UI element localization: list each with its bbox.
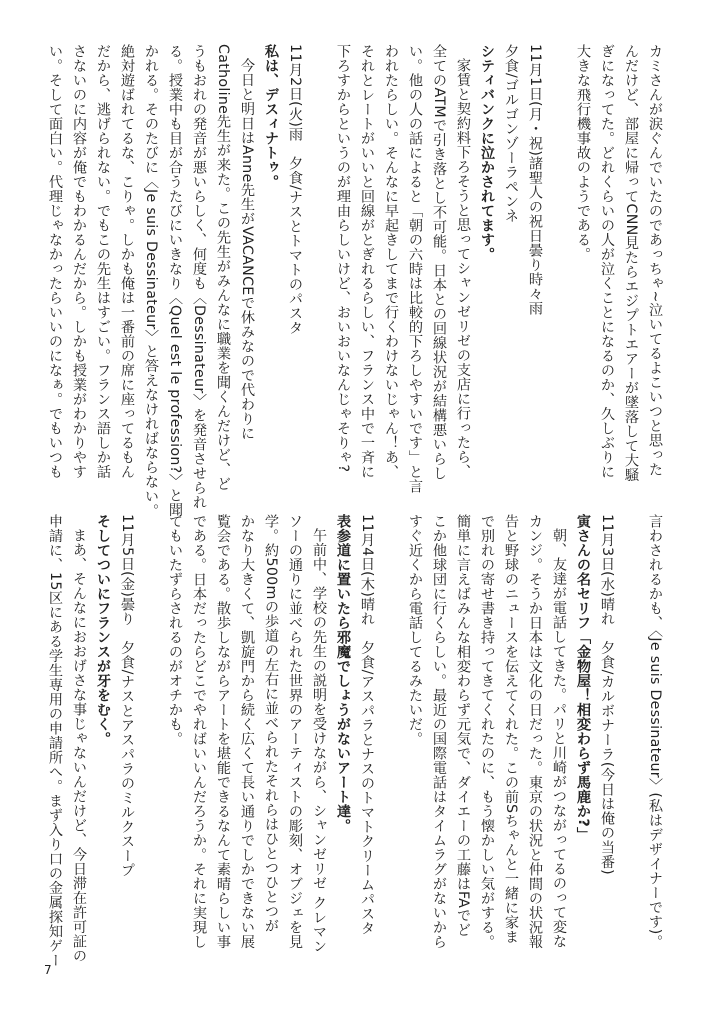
body-text-line: こか他球団に行くらしい。最近の国際電話はタイムラグがないから <box>431 514 447 949</box>
body-text-line: 覧会である。散歩しながらアートを堪能できるなんて素晴らしい事 <box>215 514 231 949</box>
body-text-line: まあ、そんなにおおげさな事じゃないんだけど、今日滞在許可証の <box>71 528 87 964</box>
entry-date-line: 11月3日(水)晴れ 夕食/カルボナーラ(今日は俺の当番) <box>599 514 615 875</box>
body-text-line: カミさんが涙ぐんでいたのであっちゃ~泣いてるよこいつと思った <box>647 44 663 477</box>
body-text-line: 午前中、学校の先生の説明を受けながら、シャンゼリゼ クレマン <box>311 528 327 954</box>
page-number: 7 <box>44 963 52 977</box>
body-text-line: 学。約500mの歩道の左右に並べられたそれらはひとつひとつが <box>263 514 279 934</box>
body-text-line: かれる。そのたびに〈Je suis Dessinateur〉と答えなければならない。 <box>143 44 159 519</box>
body-text-line: ぎになってた。どれくらいの人が泣くことになるのか、久しぶりに <box>599 44 615 479</box>
text-block-bottom <box>43 514 667 968</box>
body-text-line: 朝、友達が電話してきた。パリと川崎がつながってるのって変な <box>551 528 567 949</box>
body-text-line: い。他の人の話によると「朝の六時は比較的下ろしやすいです」と言 <box>407 44 423 494</box>
body-text-line: 絶対遊ばれてるな、こりゃ。しかも俺は一番前の席に座ってるもん <box>119 44 135 479</box>
body-text-line: さないのに内容が俺でもわかるんだから。しかも授業がわかりやす <box>71 44 87 479</box>
body-text-line: うもおれの発音が悪いらしく、何度も〈Dessinateur〉を発音させられ <box>191 44 207 510</box>
body-text-line: それとレートがいいと回線がとぎれるらしい、フランス中で一斉に <box>359 44 375 479</box>
body-text-line: てもいたずらされるのがオチかも。 <box>167 514 183 746</box>
body-text-line: 申請に、15区にある学生専用の申請所へ。まず入り口の金属探知ゲー <box>47 514 63 968</box>
entry-heading: シティバンクに泣かされてます。 <box>479 44 495 262</box>
body-text-line: 言わされるかも、〈Je suis Dessinateur〉(私はデザイナーです)。 <box>647 514 663 950</box>
entry-date-line: 11月4日(木)晴れ 夕食/アスパラとナスのトマトクリームパスタ <box>359 514 375 936</box>
body-text-line: る。授業中も目が合うたびにいきなり〈Quel est le profession?〉と聞 <box>167 44 183 517</box>
body-text-line: んだけど、部屋に帰ってCNN見たらエジプトエアーが墜落して大騒 <box>623 44 639 483</box>
entry-date-line: 11月2日(火)雨 夕食/ナスとトマトのパスタ <box>287 44 303 336</box>
body-text-line: い。そして面白い。代理じゃなかったらいいのになぁ。でもいつも <box>47 44 63 479</box>
body-text-line: 大きな飛行機事故のようである。 <box>575 44 591 262</box>
body-text-line: かなり大きくて、凱旋門から続く広くて長い通りでしかできない展 <box>239 514 255 949</box>
entry-date-line: 11月1日(月・祝)諸聖人の祝日曇り時々雨 <box>527 44 543 316</box>
body-text-line: 告と野球のニュースを伝えてくれた。この前Sちゃんと一緒に家ま <box>503 514 519 944</box>
entry-heading: そしてついにフランスが牙をむく。 <box>95 514 111 746</box>
body-text-line: 夕食/ゴルゴンゾーラペンネ <box>503 44 519 224</box>
body-text-line: Catholine先生が来た。この先生がみんなに職業を聞くんだけど、ど <box>215 44 231 492</box>
body-text-line: すぐ近くから電話してるみたいだ。 <box>407 514 423 746</box>
body-text-line: 今日と明日はAnne先生がVACANCEで休みなので代わりに <box>239 58 255 441</box>
entry-heading: 寅さんの名セリフ「金物屋！相変わらず馬鹿か?」 <box>575 514 591 842</box>
body-text-line: 簡単に言えばみんな相変わらず元気で、ダイエーの工藤はFAでど <box>455 514 471 938</box>
body-text-line: で別れの寄せ書き持ってきてくれたのに、もう懐かしい気がする。 <box>479 514 495 949</box>
body-text-line: われたらしい。そんなに早起きしてまで行くわけないじゃん！あ、 <box>383 44 399 479</box>
entry-date-line: 11月5日(金)曇り 夕食/ナスとアスパラのミルクスープ <box>119 514 135 878</box>
body-text-line: 全てのATMで引き落とし不可能。日本との回線状況が結構悪いらし <box>431 44 447 481</box>
body-text-line: だから、逃げられない。でもこの先生はすごい。フランス語しか話 <box>95 44 111 479</box>
body-text-line: である。日本だったらどこでやればいいんだろうか。それに実現し <box>191 514 207 949</box>
entry-heading: 表参道に置いたら邪魔でしょうがないアート達。 <box>335 514 351 833</box>
body-text-line: カンジ。そうか日本は文化の日だった。東京の状況と仲間の状況報 <box>527 514 543 949</box>
entry-heading: 私は、デスィナトゥ。 <box>263 44 279 189</box>
text-block-top <box>43 44 667 519</box>
body-text-line: 下ろすからというのが理由らしいけど、おいおいなんじゃそりゃ? <box>335 44 351 473</box>
body-text-line: ソーの通りに並べられた世界のアーティストの彫刻、オブジェを見 <box>287 514 303 949</box>
body-text-line: 家賃と契約料下ろそうと思ってシャンゼリゼの支店に行ったら、 <box>455 58 471 479</box>
